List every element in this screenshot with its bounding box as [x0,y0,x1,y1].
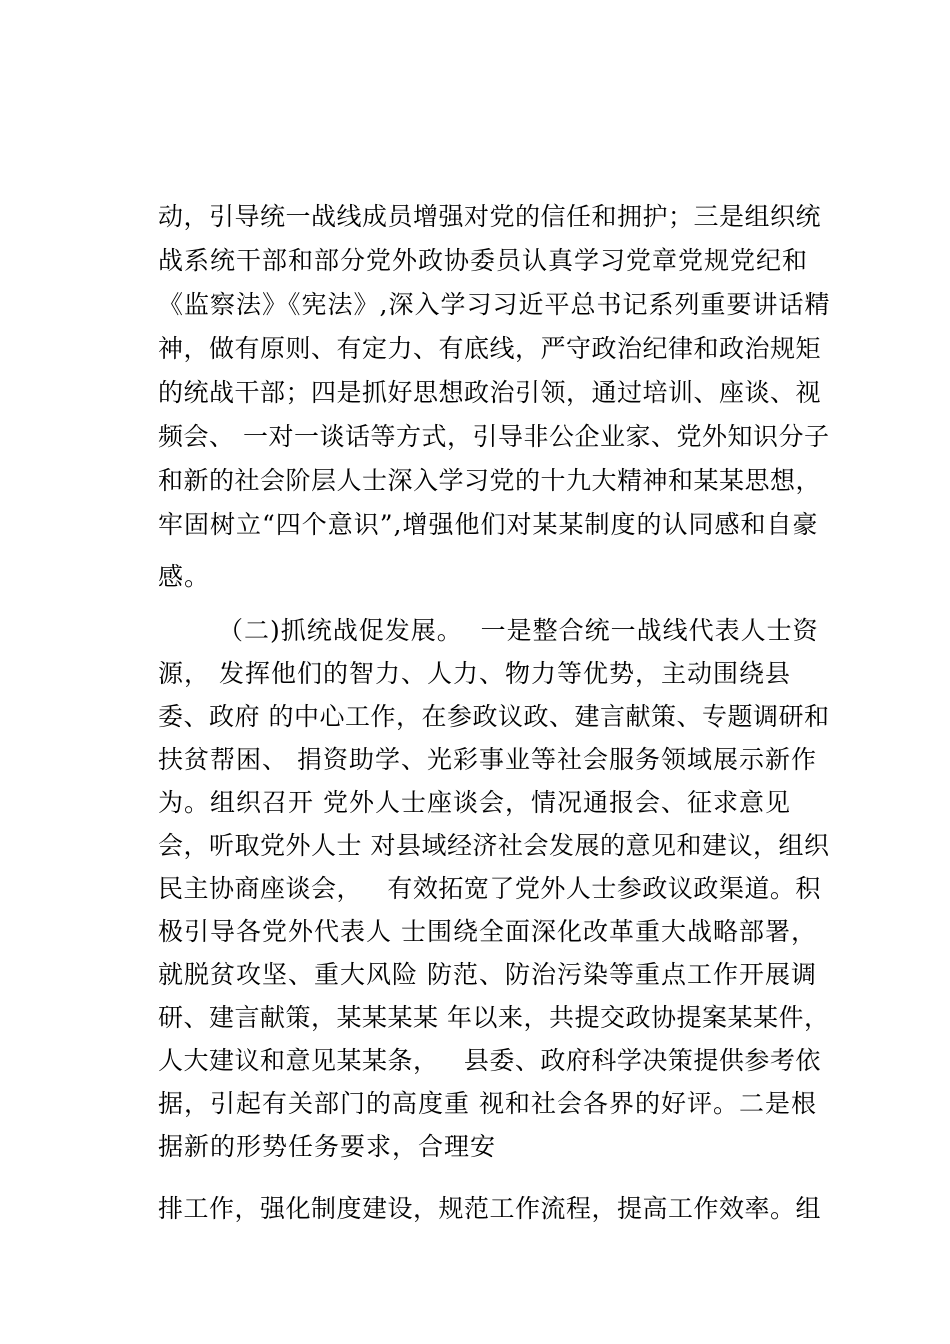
body-text-line: 神，做有原则、有定力、有底线，严守政治纪律和政治规矩 [158,334,822,363]
body-text-line: 人大建议和意见某某条， 县委、政府科学决策提供参考依 [158,1046,821,1075]
body-text-line: 民主协商座谈会， 有效拓宽了党外人士参政议政渠道。积 [158,874,821,903]
body-text-line: 排工作，强化制度建设，规范工作流程，提高工作效率。组 [158,1194,822,1223]
body-text-line: 极引导各党外代表人 士围绕全面深化改革重大战略部署， [158,917,817,946]
body-text-line: 会，听取党外人士 对县域经济社会发展的意见和建议，组织 [158,831,830,860]
body-text-line: 据新的形势任务要求，合理安 [158,1132,497,1161]
body-text-line: 战系统干部和部分党外政协委员认真学习党章党规党纪和 [158,246,809,275]
body-text-line: 研、建言献策，某某某某 年以来，共提交政协提案某某件， [158,1003,830,1032]
body-text-line: 牢固树立“四个意识”,增强他们对某某制度的认同感和自豪 [158,510,819,539]
body-text-line: 据，引起有关部门的高度重 视和社会各界的好评。二是根 [158,1089,817,1118]
body-text-line: 扶贫帮困、 捐资助学、光彩事业等社会服务领域展示新作 [158,745,817,774]
body-text-line: 频会、 一对一谈话等方式，引导非公企业家、党外知识分子 [158,422,830,451]
body-text-line: 《监察法》《宪法》,深入学习习近平总书记系列重要讲话精 [158,290,831,319]
body-text-line: 感。 [158,562,211,591]
body-text-line: 动，引导统一战线成员增强对党的信任和拥护；三是组织统 [158,202,822,231]
section-heading-line: （二)抓统战促发展。 一是整合统一战线代表人士资 [218,616,819,645]
body-text-line: 源， 发挥他们的智力、人力、物力等优势，主动围绕县 [158,659,791,688]
body-text-line: 和新的社会阶层人士深入学习党的十九大精神和某某思想， [158,466,822,495]
body-text-line: 委、政府 的中心工作，在参政议政、建言献策、专题调研和 [158,702,830,731]
body-text-line: 的统战干部；四是抓好思想政治引领，通过培训、座谈、视 [158,378,822,407]
body-text-line: 就脱贫攻坚、重大风险 防范、防治污染等重点工作开展调 [158,960,817,989]
body-text-line: 为。组织召开 党外人士座谈会，情况通报会、征求意见 [158,788,791,817]
